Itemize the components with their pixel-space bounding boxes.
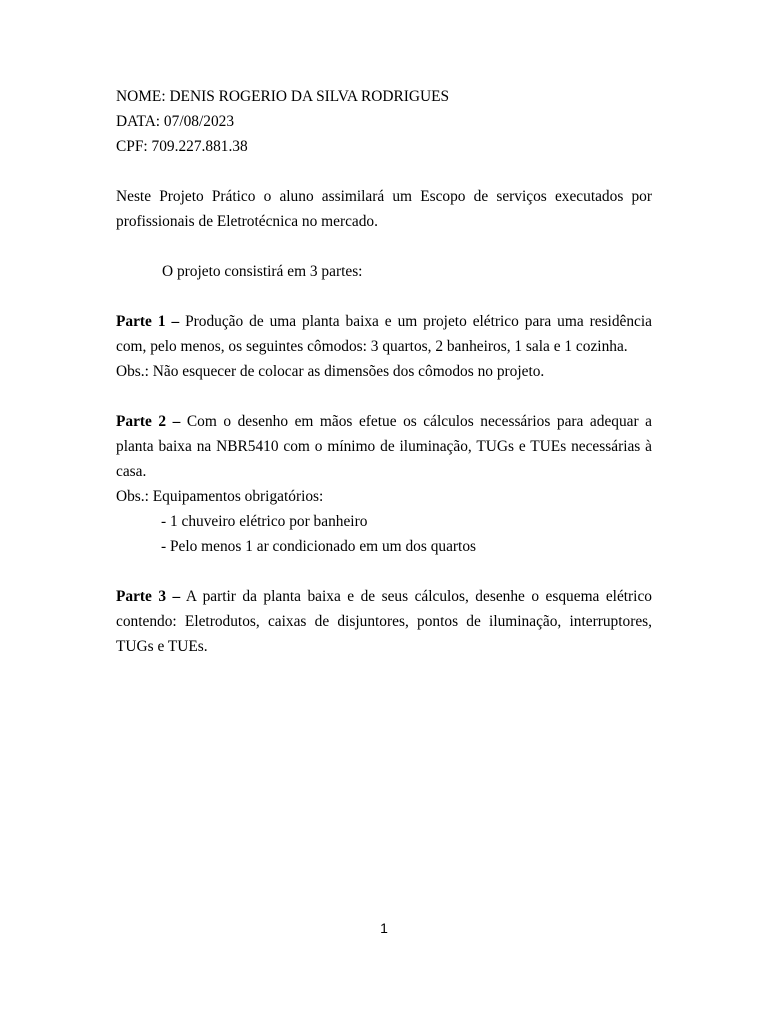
parte2-label: Parte 2 – (116, 413, 181, 430)
spacer (116, 384, 652, 409)
parte1-paragraph (116, 309, 652, 359)
parte3-text: A partir da planta baixa e de seus cálculos, desenhe o esquema elétrico contendo: Eletrodutos, caixas de disjuntores, pontos de iluminação, interruptores, TUGs e TUEs. (116, 588, 652, 655)
parte2-paragraph (116, 409, 652, 484)
parte2-item: - Pelo menos 1 ar condicionado em um dos quartos (161, 538, 477, 555)
spacer (116, 559, 652, 584)
document-body (116, 84, 652, 659)
parte1-obs: Obs.: Não esquecer de colocar as dimensões dos cômodos no projeto. (116, 363, 545, 380)
parte1-text: Produção de uma planta baixa e um projeto elétrico para uma residência com, pelo menos, os seguintes cômodos: 3 quartos, 2 banheiros, 1 sala e 1 cozinha. (116, 313, 652, 355)
parte2-item: - 1 chuveiro elétrico por banheiro (161, 513, 368, 530)
parts-intro: O projeto consistirá em 3 partes: (162, 263, 363, 280)
document-date: DATA: 07/08/2023 (116, 113, 235, 130)
parte2-text: Com o desenho em mãos efetue os cálculos necessários para adequar a planta baixa na NBR5410 com o mínimo de iluminação, TUGs e TUEs necessárias à casa. (116, 413, 652, 480)
parte3-paragraph (116, 584, 652, 659)
parte2-obs: Obs.: Equipamentos obrigatórios: (116, 488, 324, 505)
parte3-label: Parte 3 – (116, 588, 181, 605)
parte1-label: Parte 1 – (116, 313, 180, 330)
spacer (116, 284, 652, 309)
spacer (116, 234, 652, 259)
spacer (116, 159, 652, 184)
student-name: NOME: DENIS ROGERIO DA SILVA RODRIGUES (116, 88, 450, 105)
intro-paragraph: Neste Projeto Prático o aluno assimilará um Escopo de serviços executados por profissionais de Eletrotécnica no mercado. (116, 188, 652, 230)
student-cpf: CPF: 709.227.881.38 (116, 138, 248, 155)
page-number: 1 (380, 920, 388, 936)
